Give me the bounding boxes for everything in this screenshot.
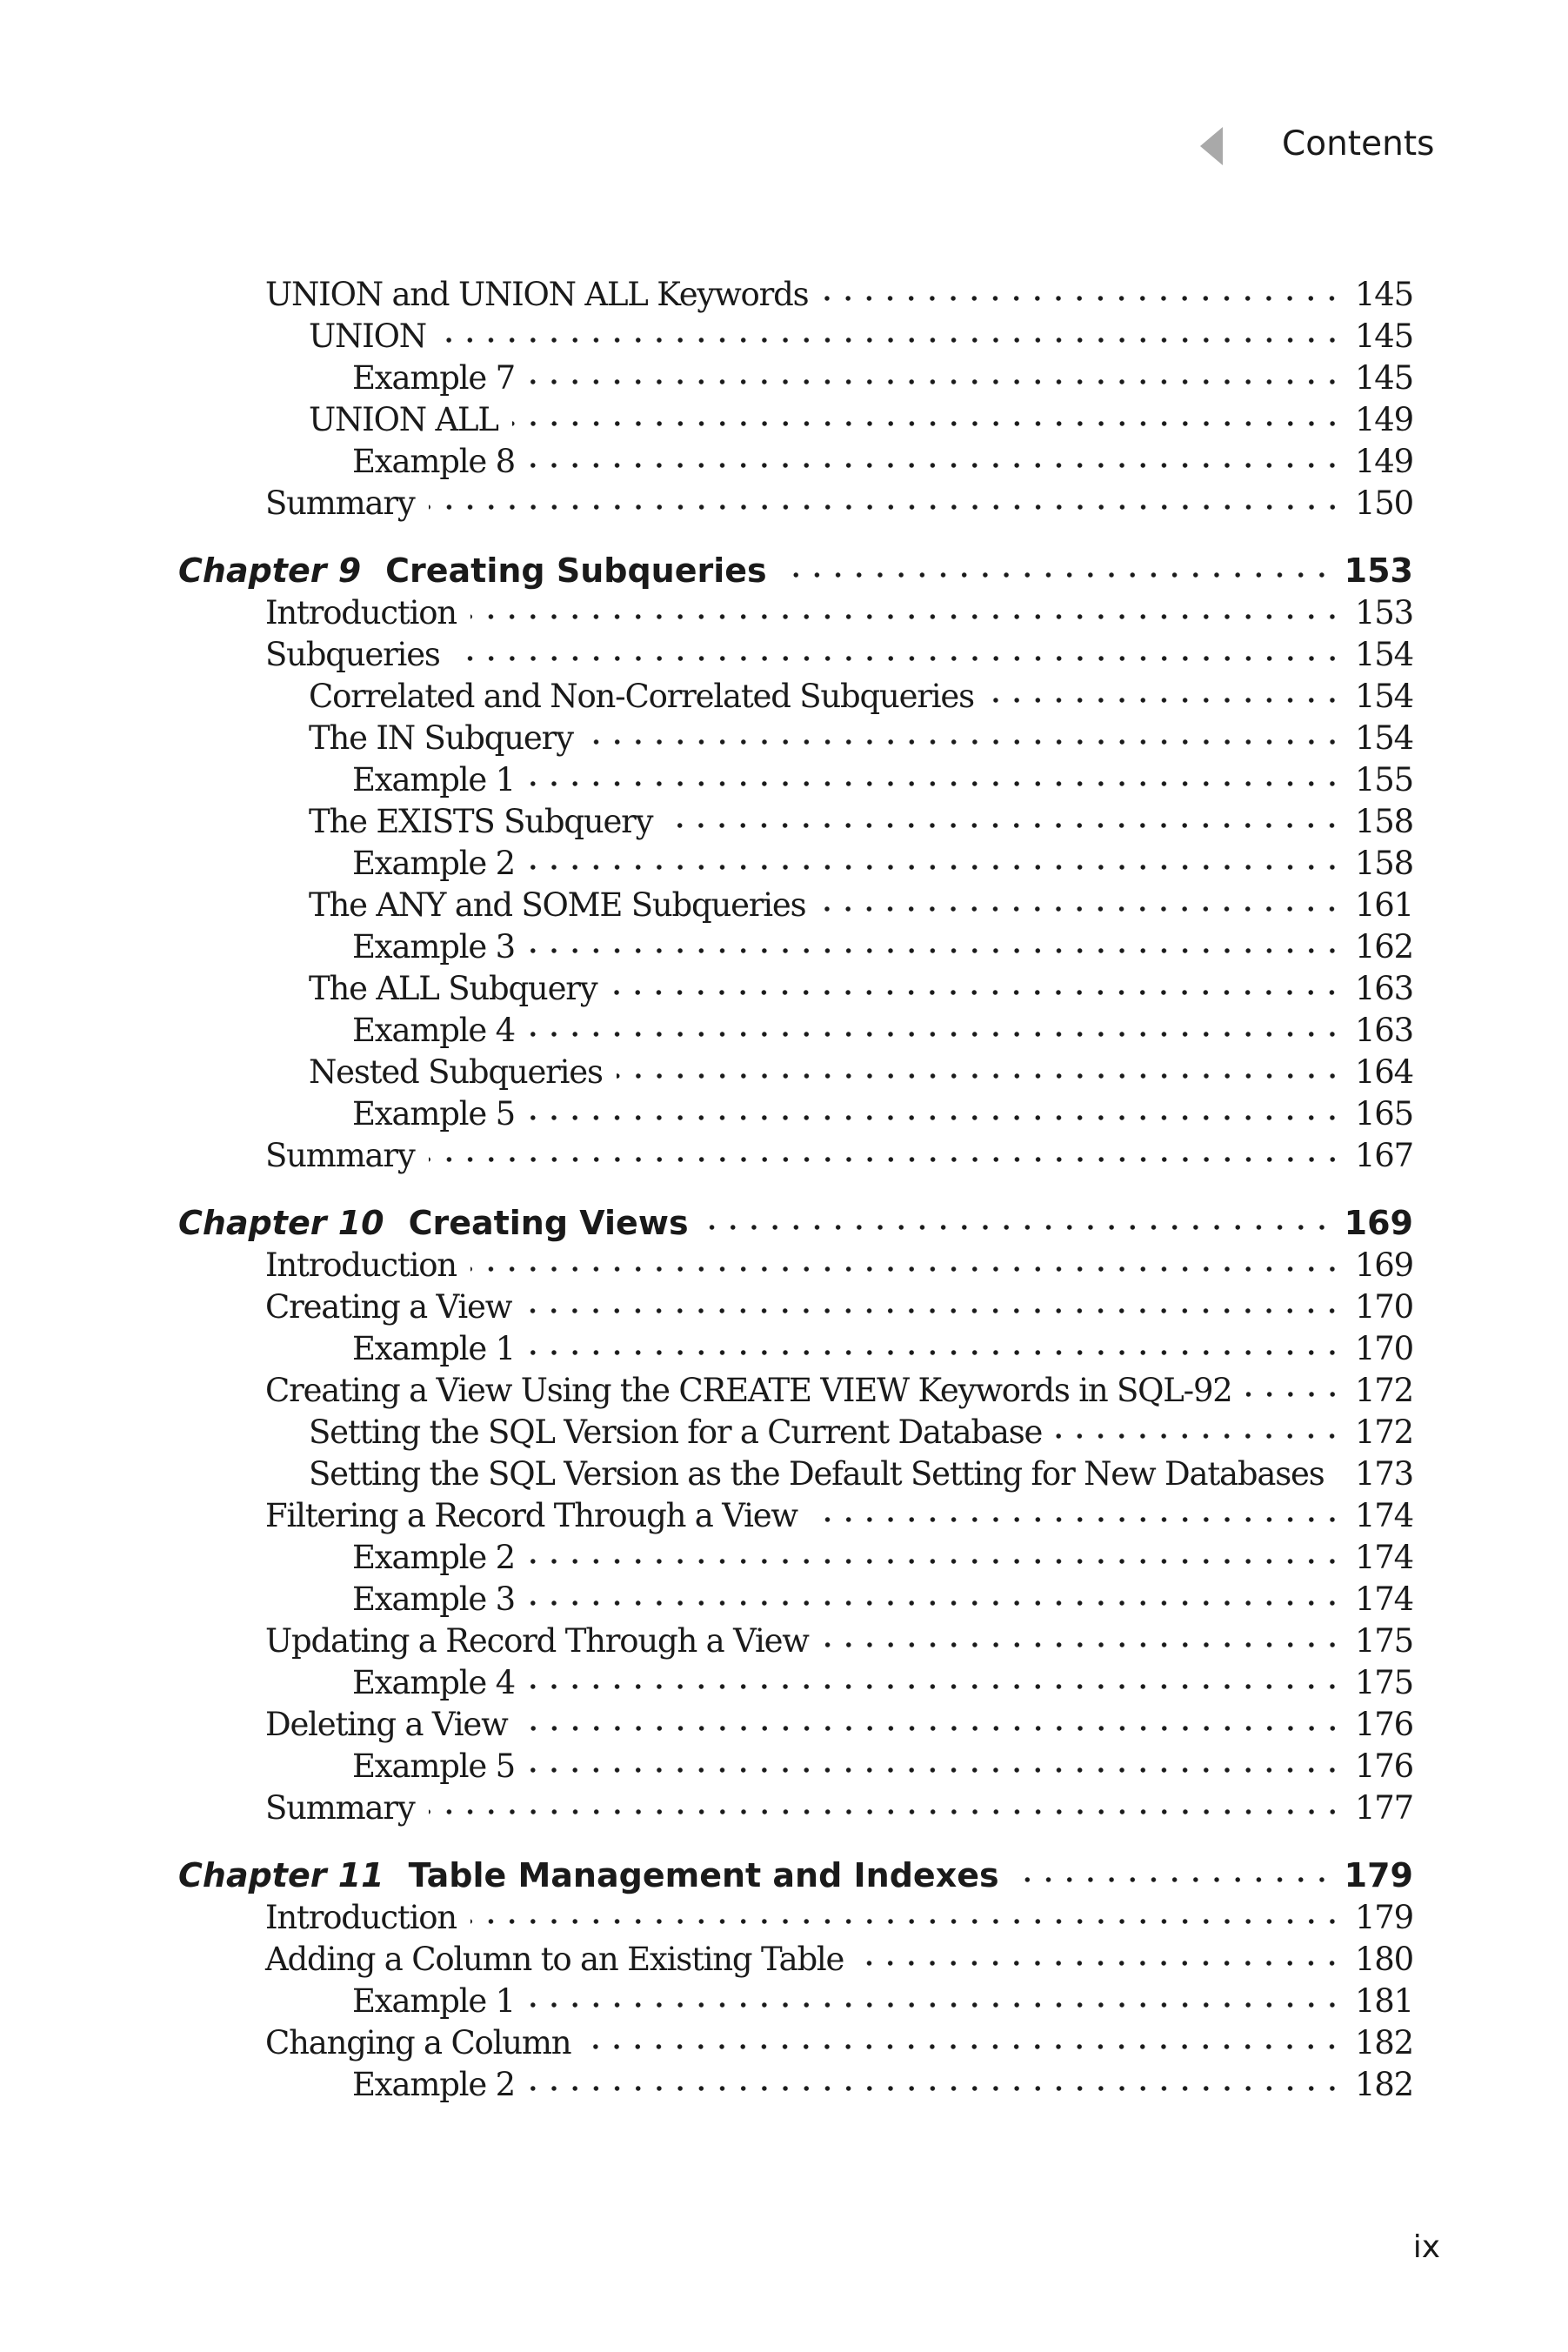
toc-entry-title: Setting the SQL Version as the Default Setting for New Databases bbox=[309, 1454, 1324, 1493]
toc-entry-title: The IN Subquery bbox=[309, 718, 573, 757]
toc-entry-title: Adding a Column to an Existing Table bbox=[265, 1940, 844, 1978]
toc-entry[interactable] bbox=[352, 1980, 1413, 2021]
toc-entry[interactable] bbox=[352, 1327, 1413, 1369]
dot-leader bbox=[1338, 1473, 1343, 1483]
toc-entry[interactable] bbox=[265, 1494, 1413, 1536]
toc-page-number: 163 bbox=[1354, 1011, 1413, 1049]
toc-entry-title: Example 2 bbox=[352, 844, 515, 882]
toc-entry[interactable] bbox=[265, 591, 1413, 633]
dot-leader bbox=[819, 904, 1343, 914]
dot-leader bbox=[470, 611, 1343, 622]
toc-entry-title: Creating a View bbox=[265, 1287, 512, 1326]
dot-leader bbox=[529, 945, 1343, 956]
toc-entry-title: Summary bbox=[265, 1788, 415, 1827]
toc-page-number: 172 bbox=[1354, 1371, 1413, 1409]
dot-leader bbox=[587, 737, 1343, 747]
dot-leader bbox=[1246, 1389, 1343, 1400]
dot-leader bbox=[454, 653, 1343, 664]
toc-entry-title: Example 1 bbox=[352, 760, 515, 798]
toc-entry-title: Example 7 bbox=[352, 358, 515, 397]
toc-page-number: 176 bbox=[1354, 1747, 1413, 1785]
dot-leader bbox=[529, 460, 1343, 471]
toc-entry[interactable] bbox=[309, 1411, 1413, 1453]
toc-entry-title: Updating a Record Through a View bbox=[265, 1621, 809, 1660]
dot-leader bbox=[470, 1916, 1343, 1927]
dot-leader bbox=[611, 987, 1343, 998]
toc-entry-title: Changing a Column bbox=[265, 2023, 571, 2061]
toc-entry-title bbox=[178, 1204, 689, 1242]
toc-page-number: 161 bbox=[1354, 885, 1413, 924]
toc-entry-title: Summary bbox=[265, 1136, 415, 1174]
dot-leader bbox=[529, 377, 1343, 387]
toc-entry[interactable] bbox=[265, 1703, 1413, 1745]
toc-entry-title: Example 3 bbox=[352, 927, 515, 966]
dot-leader bbox=[429, 502, 1343, 512]
toc-entry-title: Example 2 bbox=[352, 2065, 515, 2103]
page-number-folio: ix bbox=[1412, 2229, 1440, 2265]
toc-entry[interactable] bbox=[352, 1092, 1413, 1134]
toc-page-number: 175 bbox=[1354, 1663, 1413, 1701]
toc-entry-title: Example 4 bbox=[352, 1663, 515, 1701]
toc-page-number: 174 bbox=[1354, 1538, 1413, 1576]
dot-leader bbox=[1013, 1874, 1332, 1885]
toc-entry-title: The ANY and SOME Subqueries bbox=[309, 885, 806, 924]
toc-page-number: 145 bbox=[1354, 275, 1413, 313]
toc-entry-title: Example 4 bbox=[352, 1011, 515, 1049]
toc-entry-title: Deleting a View bbox=[265, 1705, 508, 1743]
toc-page-number: 145 bbox=[1354, 317, 1413, 355]
toc-page-number: 172 bbox=[1354, 1413, 1413, 1451]
toc-page-number: 179 bbox=[1354, 1898, 1413, 1936]
toc-entry[interactable] bbox=[352, 1745, 1413, 1787]
toc-entry-title: The EXISTS Subquery bbox=[309, 802, 653, 840]
toc-page-number: 170 bbox=[1354, 1287, 1413, 1326]
toc-entry-title: Example 5 bbox=[352, 1747, 515, 1785]
toc-entry[interactable] bbox=[309, 1453, 1413, 1494]
toc-entry-title: Creating a View Using the CREATE VIEW Keywords in SQL-92 bbox=[265, 1371, 1232, 1409]
toc-page-number: 158 bbox=[1354, 802, 1413, 840]
dot-leader bbox=[522, 1723, 1343, 1734]
dot-leader bbox=[529, 862, 1343, 872]
toc-chapter-entry[interactable] bbox=[178, 1202, 1413, 1244]
toc-entry-title: The ALL Subquery bbox=[309, 969, 597, 1007]
toc-page-number: 150 bbox=[1354, 484, 1413, 522]
dot-leader bbox=[440, 335, 1343, 345]
dot-leader bbox=[529, 1347, 1343, 1358]
dot-leader bbox=[529, 1113, 1343, 1123]
chapter-number: Chapter 10 bbox=[178, 1204, 384, 1242]
header-title: Contents bbox=[1282, 124, 1435, 164]
toc-entry-title: Correlated and Non-Correlated Subqueries bbox=[309, 677, 974, 715]
toc-entry[interactable] bbox=[265, 1244, 1413, 1286]
toc-page-number: 176 bbox=[1354, 1705, 1413, 1743]
toc-entry[interactable] bbox=[265, 482, 1413, 524]
dot-leader bbox=[529, 1598, 1343, 1608]
toc-entry[interactable] bbox=[265, 1620, 1413, 1661]
dot-leader bbox=[529, 2000, 1343, 2010]
toc-entry-title bbox=[178, 1856, 999, 1894]
toc-page-number: 153 bbox=[1344, 551, 1413, 590]
chapter-title: Creating Subqueries bbox=[385, 551, 767, 590]
toc-page-number: 149 bbox=[1354, 400, 1413, 438]
toc-entry-title bbox=[178, 551, 767, 590]
toc-entry-title: Example 3 bbox=[352, 1580, 515, 1618]
dot-leader bbox=[529, 1765, 1343, 1775]
toc-page-number: 164 bbox=[1354, 1052, 1413, 1091]
toc-entry-title: Subqueries bbox=[265, 635, 440, 673]
dot-leader bbox=[988, 695, 1343, 705]
dot-leader bbox=[584, 2041, 1343, 2052]
running-header bbox=[1197, 120, 1440, 169]
toc-entry[interactable] bbox=[265, 2021, 1413, 2063]
dot-leader bbox=[529, 2083, 1343, 2094]
toc-entry[interactable] bbox=[352, 1536, 1413, 1578]
toc-entry-title: Introduction bbox=[265, 1246, 457, 1284]
toc-entry-title: Filtering a Record Through a View bbox=[265, 1496, 797, 1534]
dot-leader bbox=[529, 1029, 1343, 1039]
dot-leader bbox=[529, 1556, 1343, 1567]
dot-leader bbox=[703, 1222, 1332, 1233]
dot-leader bbox=[525, 1306, 1343, 1316]
dot-leader bbox=[811, 1514, 1343, 1525]
toc-entry-title: Introduction bbox=[265, 593, 457, 631]
toc-entry-title: Summary bbox=[265, 484, 415, 522]
toc-entry-title: UNION ALL bbox=[309, 400, 498, 438]
toc-entry[interactable] bbox=[265, 1369, 1413, 1411]
toc-entry-title: UNION bbox=[309, 317, 426, 355]
toc-entry[interactable] bbox=[309, 398, 1413, 440]
toc-entry-title: Example 5 bbox=[352, 1094, 515, 1133]
toc-entry[interactable] bbox=[309, 1051, 1413, 1092]
toc-entry[interactable] bbox=[352, 1009, 1413, 1051]
toc-entry[interactable] bbox=[352, 357, 1413, 398]
toc-page-number: 155 bbox=[1354, 760, 1413, 798]
dot-leader bbox=[857, 1958, 1343, 1968]
toc-entry[interactable] bbox=[265, 1787, 1413, 1828]
toc-entry-title: Nested Subqueries bbox=[309, 1052, 603, 1091]
toc-page-number: 182 bbox=[1354, 2065, 1413, 2103]
toc-entry-title: Introduction bbox=[265, 1898, 457, 1936]
toc-entry[interactable] bbox=[265, 1938, 1413, 1980]
toc-page-number: 177 bbox=[1354, 1788, 1413, 1827]
dot-leader bbox=[1056, 1431, 1343, 1441]
toc-entry[interactable] bbox=[309, 717, 1413, 758]
toc-page-number: 174 bbox=[1354, 1496, 1413, 1534]
toc-entry[interactable] bbox=[309, 675, 1413, 717]
toc-page-number: 179 bbox=[1344, 1856, 1413, 1894]
dot-leader bbox=[470, 1264, 1343, 1274]
toc-page-number: 170 bbox=[1354, 1329, 1413, 1367]
chapter-title: Table Management and Indexes bbox=[408, 1856, 999, 1894]
toc-page-number: 181 bbox=[1354, 1981, 1413, 2020]
dot-leader bbox=[529, 778, 1343, 789]
toc-page-number: 163 bbox=[1354, 969, 1413, 1007]
toc-page-number: 154 bbox=[1354, 677, 1413, 715]
toc-entry[interactable] bbox=[352, 440, 1413, 482]
toc-page-number: 169 bbox=[1344, 1204, 1413, 1242]
toc-entry[interactable] bbox=[309, 967, 1413, 1009]
toc-entry[interactable] bbox=[265, 633, 1413, 675]
toc-entry[interactable] bbox=[352, 842, 1413, 884]
toc-page-number: 162 bbox=[1354, 927, 1413, 966]
chapter-number: Chapter 9 bbox=[178, 551, 362, 590]
dot-leader bbox=[781, 570, 1332, 580]
toc-page-number: 145 bbox=[1354, 358, 1413, 397]
toc-chapter-entry[interactable] bbox=[178, 550, 1413, 591]
toc-entry[interactable] bbox=[352, 2063, 1413, 2105]
toc-page-number: 149 bbox=[1354, 442, 1413, 480]
toc-page-number: 154 bbox=[1354, 718, 1413, 757]
toc-entry[interactable] bbox=[265, 1286, 1413, 1327]
dot-leader bbox=[823, 1640, 1343, 1650]
toc-entry[interactable] bbox=[265, 273, 1413, 315]
dot-leader bbox=[512, 418, 1343, 429]
toc-entry[interactable] bbox=[352, 1578, 1413, 1620]
dot-leader bbox=[429, 1154, 1343, 1165]
toc-page-number: 173 bbox=[1354, 1454, 1413, 1493]
toc-entry-title: Setting the SQL Version for a Current Database bbox=[309, 1413, 1043, 1451]
dot-leader bbox=[617, 1071, 1343, 1081]
toc-entry-title: Example 1 bbox=[352, 1329, 515, 1367]
toc-chapter-entry[interactable] bbox=[178, 1854, 1413, 1896]
toc-entry-title: Example 8 bbox=[352, 442, 515, 480]
dot-leader bbox=[666, 820, 1343, 831]
toc-page-number: 158 bbox=[1354, 844, 1413, 882]
toc-page-number: 169 bbox=[1354, 1246, 1413, 1284]
toc-page-number: 167 bbox=[1354, 1136, 1413, 1174]
toc-page-number: 182 bbox=[1354, 2023, 1413, 2061]
toc-entry-title: UNION and UNION ALL Keywords bbox=[265, 275, 809, 313]
toc-entry[interactable] bbox=[352, 1661, 1413, 1703]
toc-entry[interactable] bbox=[309, 800, 1413, 842]
toc-entry-title: Example 2 bbox=[352, 1538, 515, 1576]
dot-leader bbox=[822, 293, 1343, 304]
left-triangle-icon bbox=[1200, 127, 1223, 165]
toc-entry[interactable] bbox=[352, 925, 1413, 967]
toc-entry[interactable] bbox=[309, 884, 1413, 925]
toc-entry[interactable] bbox=[265, 1134, 1413, 1176]
toc-entry[interactable] bbox=[265, 1896, 1413, 1938]
toc-page-number: 175 bbox=[1354, 1621, 1413, 1660]
toc-entry-title: Example 1 bbox=[352, 1981, 515, 2020]
toc-page-number: 180 bbox=[1354, 1940, 1413, 1978]
toc-entry[interactable] bbox=[352, 758, 1413, 800]
toc-page-number: 165 bbox=[1354, 1094, 1413, 1133]
chapter-number: Chapter 11 bbox=[178, 1856, 384, 1894]
toc-entry[interactable] bbox=[309, 315, 1413, 357]
toc-page-number: 153 bbox=[1354, 593, 1413, 631]
dot-leader bbox=[429, 1807, 1343, 1817]
toc-page-number: 174 bbox=[1354, 1580, 1413, 1618]
dot-leader bbox=[529, 1681, 1343, 1692]
toc-page-number: 154 bbox=[1354, 635, 1413, 673]
chapter-title: Creating Views bbox=[408, 1204, 689, 1242]
